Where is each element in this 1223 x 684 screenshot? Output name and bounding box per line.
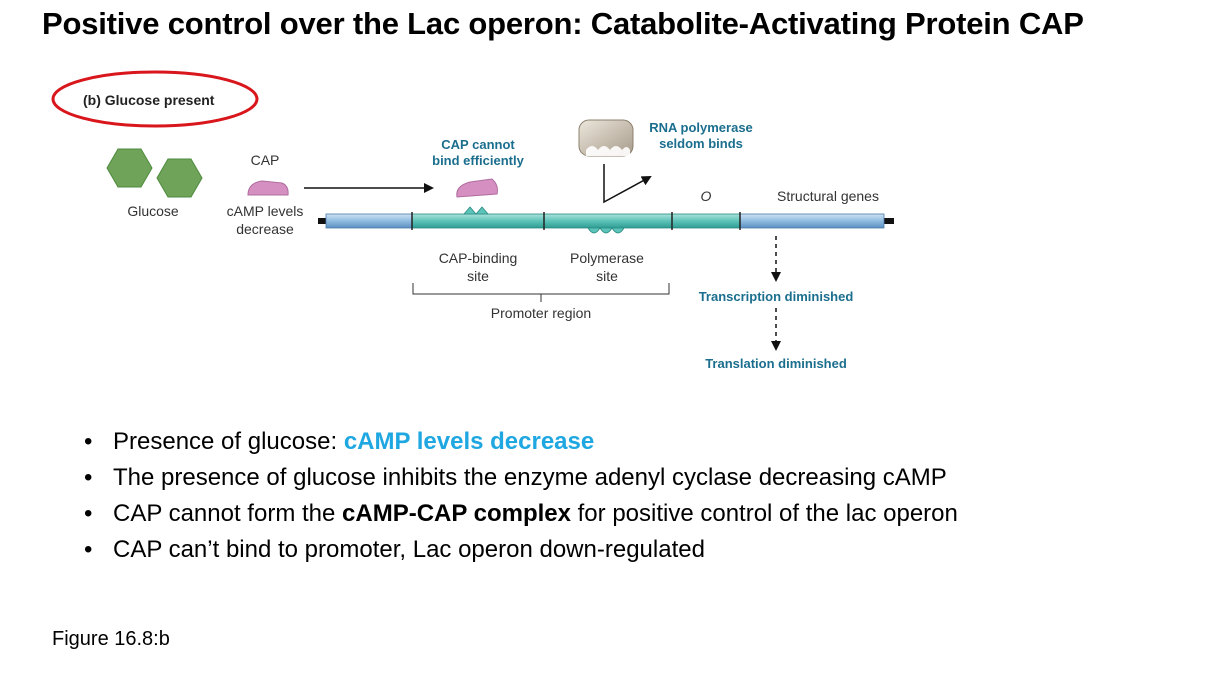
cap-binding-site-label: CAP-binding <box>438 250 518 266</box>
dna-strand <box>318 207 894 233</box>
cap-label: CAP <box>250 152 280 168</box>
transcription-diminished-label: Transcription diminished <box>698 289 854 304</box>
rna-polymerase-label: RNA polymerase <box>649 120 753 135</box>
glucose-label: Glucose <box>127 203 179 219</box>
operator-label: O <box>700 188 712 204</box>
bullet-item: • CAP can’t bind to promoter, Lac operon down-regulated <box>84 532 1084 568</box>
bullet-item: • CAP cannot form the cAMP-CAP complex for positive control of the lac operon <box>84 496 1084 532</box>
bullet-item: • Presence of glucose: cAMP levels decrease <box>84 424 1084 460</box>
seldom-binds-label: seldom binds <box>659 136 743 151</box>
glucose-hexagon-2 <box>157 159 202 197</box>
slide-title: Positive control over the Lac operon: Catabolite-Activating Protein CAP <box>42 6 1084 41</box>
camp-levels-label: cAMP levels <box>226 203 304 219</box>
panel-label: (b) Glucose present <box>83 92 215 108</box>
bold-term: cAMP-CAP complex <box>342 500 571 527</box>
cap-protein-floating-icon <box>457 179 498 197</box>
polymerase-site-label-2: site <box>596 268 618 284</box>
bullet-list <box>84 424 1084 568</box>
cap-binding-site-label-2: site <box>467 268 489 284</box>
figure-caption: Figure 16.8:b <box>52 628 170 650</box>
promoter-bracket <box>413 283 669 302</box>
rna-polymerase-icon <box>579 120 633 156</box>
transcription-start-arrow <box>604 164 650 202</box>
promoter-region-label: Promoter region <box>490 305 592 321</box>
highlight-text: cAMP levels decrease <box>343 428 595 455</box>
translation-diminished-label: Translation diminished <box>705 356 847 371</box>
cap-protein-icon <box>248 181 288 195</box>
cap-cannot-label: CAP cannot <box>441 137 515 152</box>
bind-efficiently-label: bind efficiently <box>432 153 524 168</box>
glucose-hexagon-1 <box>107 149 152 187</box>
structural-genes-label: Structural genes <box>777 188 879 204</box>
polymerase-site-label: Polymerase <box>570 250 644 266</box>
bullet-item: • The presence of glucose inhibits the enzyme adenyl cyclase decreasing cAMP <box>84 460 1084 496</box>
camp-decrease-label: decrease <box>236 221 294 237</box>
